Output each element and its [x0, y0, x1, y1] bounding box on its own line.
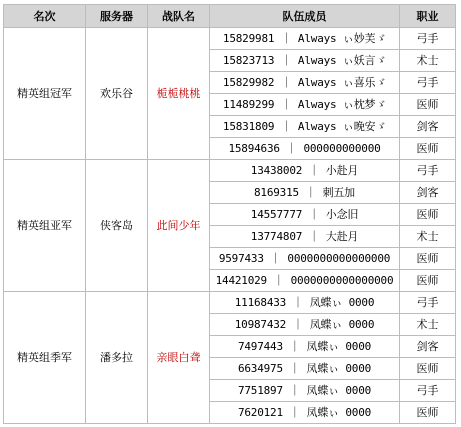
table-row — [4, 28, 456, 50]
job-cell: 弓手 — [400, 28, 456, 50]
job-cell: 剑客 — [400, 336, 456, 358]
job-cell: 弓手 — [400, 380, 456, 402]
member-cell: 10987432 ｜ 凤蝶ぃ 0000 — [210, 314, 400, 336]
member-cell: 15894636 ｜ 000000000000 — [210, 138, 400, 160]
job-cell: 剑客 — [400, 182, 456, 204]
job-cell: 医师 — [400, 270, 456, 292]
job-cell: 术士 — [400, 314, 456, 336]
member-cell: 11489299 ｜ Always ぃ枕梦ゞ — [210, 94, 400, 116]
member-cell: 7497443 ｜ 凤蝶ぃ 0000 — [210, 336, 400, 358]
member-cell: 14421029 ｜ 0000000000000000 — [210, 270, 400, 292]
member-cell: 7751897 ｜ 凤蝶ぃ 0000 — [210, 380, 400, 402]
job-cell: 弓手 — [400, 160, 456, 182]
member-cell: 15831809 ｜ Always ぃ晚安ゞ — [210, 116, 400, 138]
header-job: 职业 — [400, 5, 456, 28]
team-name-cell: 栀栀桃桃 — [148, 28, 210, 160]
header-members: 队伍成员 — [210, 5, 400, 28]
table-row — [4, 292, 456, 314]
job-cell: 医师 — [400, 94, 456, 116]
server-cell: 潘多拉 — [86, 292, 148, 424]
job-cell: 弓手 — [400, 72, 456, 94]
team-name-cell: 亲眼白聋 — [148, 292, 210, 424]
member-cell: 6634975 ｜ 凤蝶ぃ 0000 — [210, 358, 400, 380]
job-cell: 医师 — [400, 204, 456, 226]
job-cell: 剑客 — [400, 116, 456, 138]
header-place: 名次 — [4, 5, 86, 28]
member-cell: 11168433 ｜ 凤蝶ぃ 0000 — [210, 292, 400, 314]
member-cell: 15829981 ｜ Always ぃ妙芙ゞ — [210, 28, 400, 50]
member-cell: 13774807 ｜ 大赴月 — [210, 226, 400, 248]
job-cell: 医师 — [400, 138, 456, 160]
team-name-cell: 此间少年 — [148, 160, 210, 292]
header-row — [4, 5, 456, 28]
job-cell: 医师 — [400, 402, 456, 424]
member-cell: 15823713 ｜ Always ぃ妖言ゞ — [210, 50, 400, 72]
header-server: 服务器 — [86, 5, 148, 28]
member-cell: 9597433 ｜ 0000000000000000 — [210, 248, 400, 270]
server-cell: 侠客岛 — [86, 160, 148, 292]
member-cell: 8169315 ｜ 刺五加 — [210, 182, 400, 204]
server-cell: 欢乐谷 — [86, 28, 148, 160]
place-cell: 精英组季军 — [4, 292, 86, 424]
ranking-table — [3, 4, 456, 424]
member-cell: 15829982 ｜ Always ぃ喜乐ゞ — [210, 72, 400, 94]
job-cell: 术士 — [400, 50, 456, 72]
place-cell: 精英组亚军 — [4, 160, 86, 292]
job-cell: 医师 — [400, 248, 456, 270]
table-row — [4, 160, 456, 182]
place-cell: 精英组冠军 — [4, 28, 86, 160]
member-cell: 14557777 ｜ 小念旧 — [210, 204, 400, 226]
job-cell: 术士 — [400, 226, 456, 248]
job-cell: 医师 — [400, 358, 456, 380]
member-cell: 13438002 ｜ 小赴月 — [210, 160, 400, 182]
job-cell: 弓手 — [400, 292, 456, 314]
header-team: 战队名 — [148, 5, 210, 28]
member-cell: 7620121 ｜ 凤蝶ぃ 0000 — [210, 402, 400, 424]
